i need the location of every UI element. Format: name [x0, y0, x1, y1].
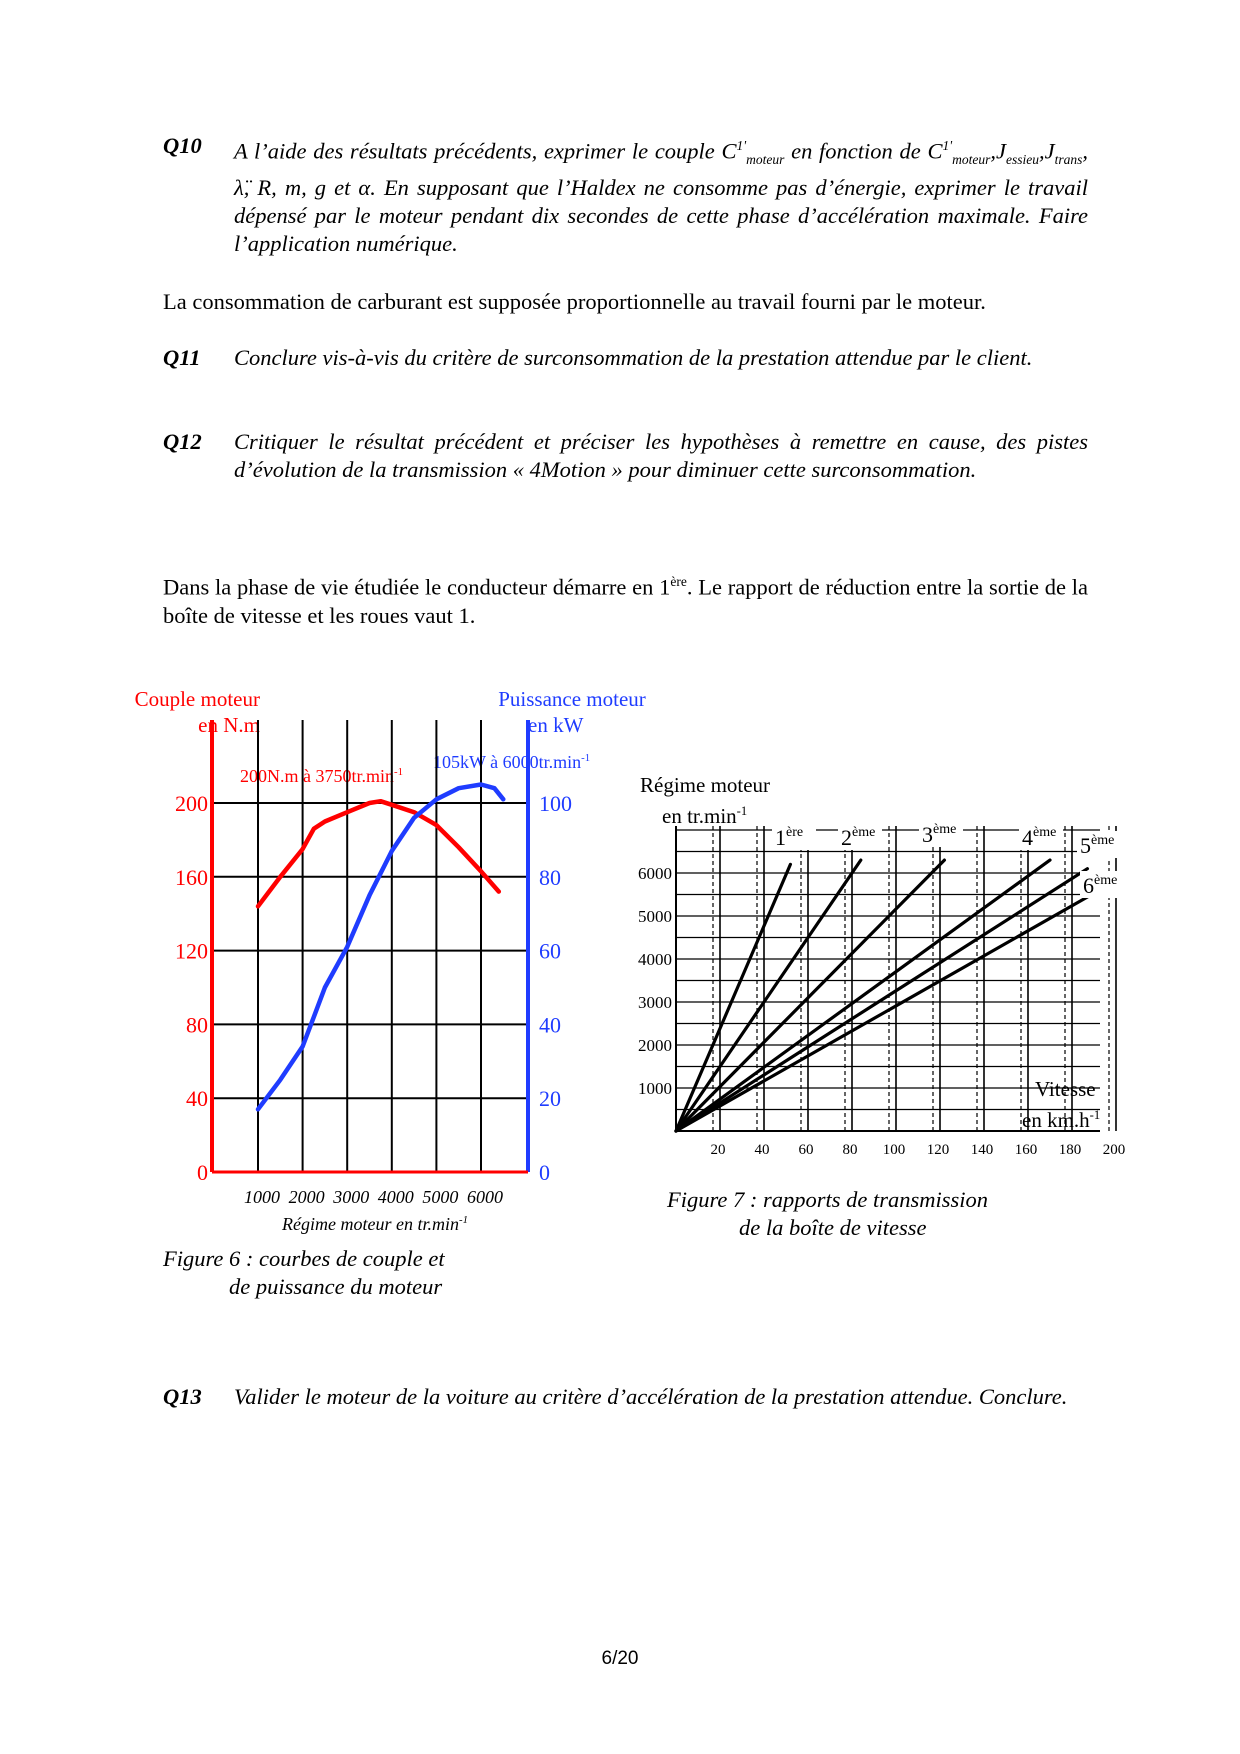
fig6-right-tick-label: 0: [539, 1160, 550, 1185]
fig7-x-tick-label: 40: [754, 1142, 770, 1158]
fig7-y-tick-label: 3000: [638, 993, 672, 1012]
fig7-x-tick-label: 140: [970, 1142, 994, 1158]
fig6-x-tick-label: 6000: [467, 1187, 503, 1207]
fig7-x-tick-label: 80: [842, 1142, 858, 1158]
symbol-sub-essieu: essieu: [1006, 152, 1039, 167]
fig7-gear-label: 3ème: [922, 822, 957, 847]
paragraph-sup: ère: [670, 574, 687, 589]
fig7-x-tick-label: 20: [710, 1142, 726, 1158]
fig6-power-line: [258, 785, 503, 1110]
question-number: Q13: [163, 1384, 202, 1409]
symbol-sup: 1': [942, 138, 953, 153]
fig6-torque-line: [258, 801, 499, 906]
symbol-sub-trans: trans: [1054, 152, 1083, 167]
fig6-x-tick-label: 2000: [288, 1187, 325, 1207]
fig7-gear-label: 1ère: [775, 825, 804, 850]
fig7-y-tick-label: 2000: [638, 1036, 672, 1055]
fig7-xlabel-1: Vitesse: [1035, 1077, 1096, 1101]
fig6-right-tick-label: 80: [539, 864, 561, 890]
fig6-left-tick-label: 160: [175, 864, 208, 890]
fig7-gear-label: 2ème: [841, 825, 876, 850]
fig6-left-axis-title-2: en N.m: [198, 713, 260, 737]
fig7-gear-label: 6ème: [1083, 873, 1118, 898]
symbol-sup: 1': [736, 138, 747, 153]
fig6-xlabel-exp: -1: [458, 1214, 468, 1226]
fig6-right-tick-label: 40: [539, 1012, 561, 1038]
fig6-left-tick-label: 40: [186, 1086, 208, 1112]
question-number: Q11: [163, 345, 201, 370]
question-number: Q10: [163, 133, 202, 158]
question-number: Q12: [163, 429, 202, 454]
fig6-x-tick-label: 4000: [377, 1187, 414, 1207]
fig7-y-tick-label: 1000: [638, 1079, 672, 1098]
fig6-x-tick-label: 3000: [333, 1187, 370, 1207]
formula-rest: , λ̈, R, m, g et α: [234, 138, 1089, 200]
fig6-right-tick-label: 60: [539, 938, 561, 964]
fig6-right-axis-title-2: en kW: [528, 713, 584, 737]
fig7-y-tick-label: 6000: [638, 864, 672, 883]
paragraph-demarrage-end: . Le rapport de réduction entre la sortie de la boîte de vitesse et les roues vaut 1.: [163, 574, 1088, 628]
fig7-gear-line: [676, 869, 1087, 1131]
fig7-xlabel-2-text: en km.h: [1022, 1108, 1090, 1132]
fig7-x-tick-label: 120: [926, 1142, 950, 1158]
fig7-y-tick-label: 4000: [638, 950, 672, 969]
fig7-caption-2: de la boîte de vitesse: [739, 1215, 927, 1240]
fig6-x-tick-label: 5000: [422, 1187, 459, 1207]
fig6-right-tick-label: 100: [539, 791, 572, 816]
symbol-c: C: [927, 138, 943, 164]
fig6-xlabel-text: Régime moteur en tr.min: [282, 1214, 459, 1234]
fig6-caption-1: Figure 6 : courbes de couple et: [163, 1246, 445, 1271]
page-number: 6/20: [601, 1648, 639, 1669]
fig7-gear-line: [676, 895, 1092, 1132]
fig6-left-tick-label: 80: [186, 1012, 208, 1038]
fig7-ylabel-2-text: en tr.min: [662, 804, 737, 828]
question-text: Valider le moteur de la voiture au critère d’accélération de la prestation attendue. Conclure.: [234, 1384, 1068, 1409]
fig6-power-annotation-exp: -1: [581, 752, 591, 764]
fig6-left-axis-title-1: Couple moteur: [134, 687, 260, 711]
fig7-ylabel-1: Régime moteur: [640, 773, 771, 797]
question-text: Conclure vis-à-vis du critère de surconsommation de la prestation attendue par le client.: [234, 345, 1033, 370]
q10-text-mid: en fonction de: [784, 138, 921, 164]
fig7-gear-label: 4ème: [1022, 825, 1057, 850]
q10-text-start: A l’aide des résultats précédents, exprimer le couple: [234, 138, 722, 164]
fig7-gear-line: [676, 860, 861, 1131]
question-text: A l’aide des résultats précédents, exprimer le couple $C^{1'}_{moteur}$ en fonction de $C^{1'}_{moteur},J_{essieu},J_{trans}$, λ̈, R, m, g et α. En supposant que l’Haldex ne consomme pas d’énergie, exprimer le travail dépensé par le moteur pendant dix secondes de cette phase d’accélération maximale. Faire l’application numérique.: [234, 138, 1089, 256]
question-text: Critiquer le résultat précédent et préciser les hypothèses à remettre en cause, des pistes d’évolution de la transmission « 4Motion » pour diminuer cette surconsommation.: [234, 429, 1088, 482]
paragraph-demarrage-start: Dans la phase de vie étudiée le conducteur démarre en 1: [163, 574, 671, 600]
fig7-x-tick-label: 100: [882, 1142, 906, 1158]
symbol-c: C: [721, 138, 737, 164]
fig7-ylabel-exp: -1: [736, 804, 748, 818]
fig7-gear-line: [676, 860, 1050, 1131]
fig7-gear-line: [676, 860, 944, 1131]
fig6-caption-2: de puissance du moteur: [229, 1274, 443, 1299]
fig6-x-tick-label: 1000: [244, 1187, 280, 1207]
fig6-left-tick-label: 0: [197, 1160, 208, 1185]
question-q13: [163, 1383, 1088, 1411]
fig7-xlabel-exp: -1: [1089, 1108, 1101, 1122]
fig7-gear-label: 5ème: [1080, 833, 1115, 858]
fig7-x-tick-label: 200: [1102, 1142, 1126, 1158]
fig6-left-tick-label: 200: [175, 791, 208, 816]
fig6-left-tick-label: 120: [175, 938, 208, 964]
fig7-x-tick-label: 180: [1058, 1142, 1082, 1158]
fig7-x-tick-label: 60: [798, 1142, 814, 1158]
q10-text-end: . En supposant que l’Haldex ne consomme pas d’énergie, exprimer le travail dépensé par le moteur pendant dix secondes de cette phase d’accélération maximale. Faire l’application numérique.: [234, 175, 1088, 256]
fig6-torque-annotation-exp: -1: [394, 766, 403, 778]
fig6-torque-annotation-text: 200N.m à 3750tr.min: [240, 766, 394, 786]
fig6-right-tick-label: 20: [539, 1086, 561, 1112]
fig7-y-tick-label: 5000: [638, 907, 672, 926]
fig7-caption-1: Figure 7 : rapports de transmission: [667, 1187, 989, 1212]
paragraph-consommation: La consommation de carburant est supposée proportionnelle au travail fourni par le moteur.: [163, 289, 986, 314]
fig6-power-annotation-text: 105kW à 6000tr.min: [433, 752, 582, 772]
fig7-x-tick-label: 160: [1014, 1142, 1038, 1158]
symbol-sub: moteur: [952, 152, 991, 167]
symbol-sub: moteur: [746, 152, 785, 167]
fig6-right-axis-title-1: Puissance moteur: [498, 687, 646, 711]
